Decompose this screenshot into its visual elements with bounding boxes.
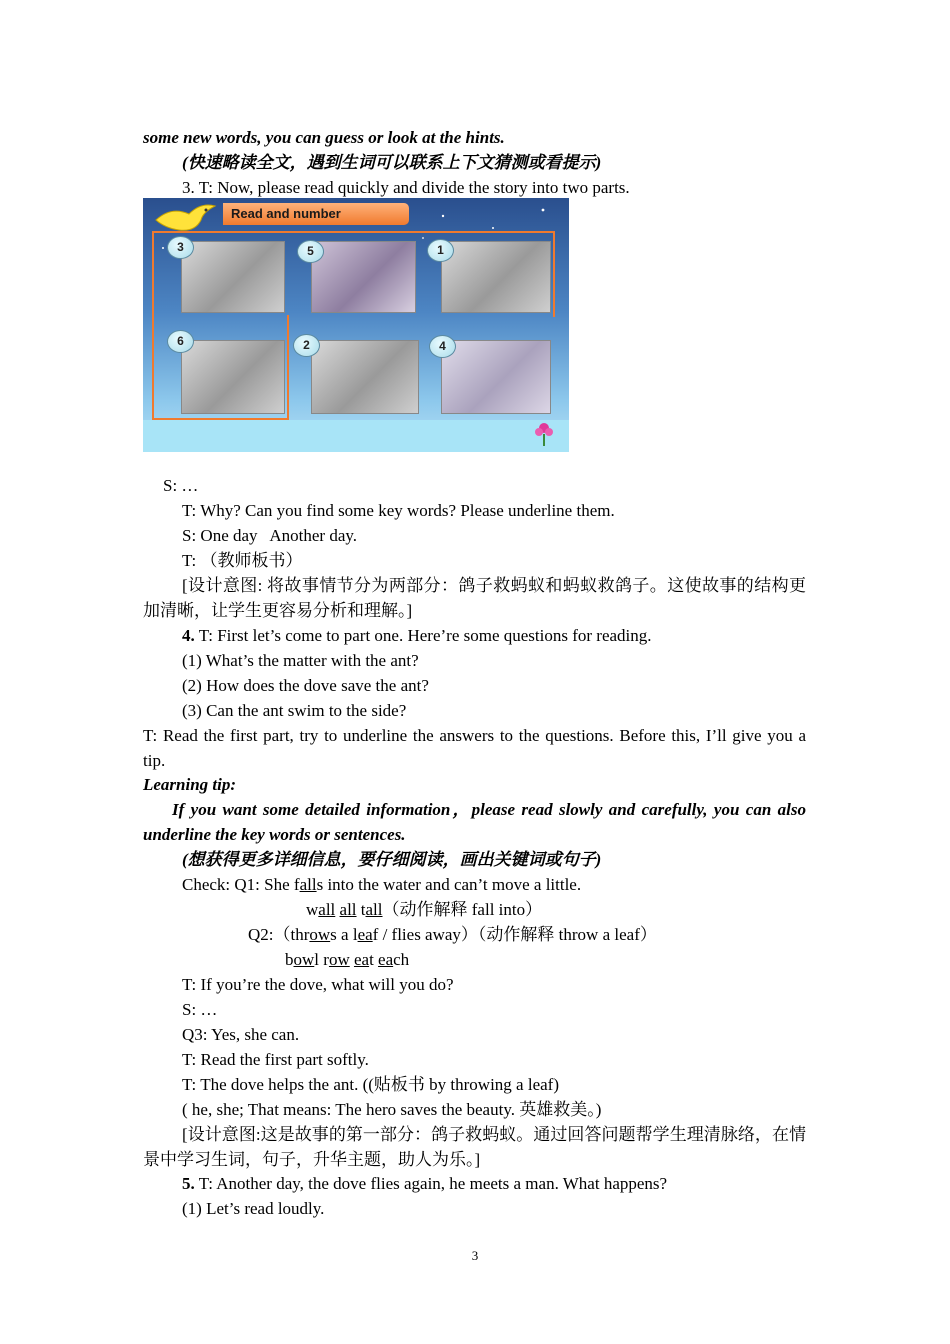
- image-title: Read and number: [223, 203, 409, 225]
- step-5-text: T: Another day, the dove flies again, he meets a man. What happens?: [194, 1174, 668, 1193]
- teacher-dove-helps: T: The dove helps the ant. ((贴板书 by throwing a leaf): [182, 1075, 559, 1094]
- question-2: (2) How does the dove save the ant?: [182, 676, 429, 695]
- design-intent-1: [设计意图: 将故事情节分为两部分：鸽子救蚂蚁和蚂蚁救鸽子。这使故事的结构更加清晰，让学生更容易分析和理解。]: [143, 576, 806, 620]
- learning-tip-text: If you want some detailed information，please read slowly and carefully, you can also underline the key words or sentences.: [143, 800, 806, 844]
- picture-hunter: [181, 340, 285, 414]
- picture-reeds: [311, 241, 416, 313]
- hero-saves-beauty: ( he, she; That means: The hero saves the beauty. 英雄救美。): [182, 1100, 602, 1119]
- q1-underlined: all: [299, 875, 317, 894]
- word-all-u: all: [339, 900, 357, 919]
- action-note-fall: （动作解释 fall into）: [382, 900, 543, 919]
- learning-tip-chinese: (想获得更多详细信息，要仔细阅读，画出关键词或句子): [182, 850, 602, 869]
- page-number: 3: [471, 1248, 479, 1263]
- picture-ant-in-water: [441, 241, 551, 313]
- word-row-u: ow: [328, 950, 350, 969]
- step-5-instruction: [182, 1171, 667, 1196]
- student-response: S: …: [163, 476, 199, 495]
- question-3: (3) Can the ant swim to the side?: [182, 701, 407, 720]
- word-bowl-b: l: [314, 950, 320, 969]
- image-bottom-strip: [143, 420, 569, 452]
- number-badge: 1: [427, 239, 454, 262]
- read-loudly: (1) Let’s read loudly.: [182, 1199, 325, 1218]
- picture-ant-on-leaf: [181, 241, 285, 313]
- word-tall-u: all: [365, 900, 383, 919]
- flower-icon: [533, 420, 555, 448]
- word-eat-b: t: [369, 950, 374, 969]
- intro-hint-chinese: (快速略读全文，遇到生词可以联系上下文猜测或看提示): [182, 153, 602, 172]
- student-key-words: S: One day Another day.: [182, 526, 358, 545]
- phonics-row-all: [306, 897, 542, 922]
- q1-text-a: Check: Q1: She f: [182, 875, 300, 894]
- word-each-u: ea: [378, 950, 394, 969]
- answer-q3: Q3: Yes, she can.: [182, 1025, 300, 1044]
- number-badge: 3: [167, 236, 194, 259]
- number-badge: 2: [293, 334, 320, 357]
- step-4-text: T: First let’s come to part one. Here’re some questions for reading.: [194, 626, 652, 645]
- word-bowl-u: ow: [293, 950, 315, 969]
- design-intent-2: [设计意图:这是故事的第一部分：鸽子救蚂蚁。通过回答问题帮学生理清脉络，在情景中学习生词，句子，升华主题，助人为乐。]: [143, 1125, 806, 1169]
- intro-continuation: some new words, you can guess or look at the hints.: [143, 128, 505, 147]
- learning-tip-heading: Learning tip:: [143, 775, 237, 794]
- teacher-question: T: Why? Can you find some key words? Please underline them.: [182, 501, 615, 520]
- picture-dove-flying: [441, 340, 551, 414]
- q2-text-b: s a l: [330, 925, 358, 944]
- word-wall-a: w: [306, 900, 319, 919]
- q2-underlined-ea: ea: [357, 925, 373, 944]
- read-and-number-image: [143, 198, 569, 452]
- word-wall-u: all: [318, 900, 336, 919]
- check-q1: [182, 872, 581, 897]
- word-eat-u: ea: [353, 950, 370, 969]
- step-3-instruction: 3. T: Now, please read quickly and divide the story into two parts.: [182, 178, 630, 197]
- step-4-instruction: [182, 623, 652, 648]
- word-tall-a: t: [360, 900, 366, 919]
- phonics-row-ow-ea: [285, 947, 409, 972]
- q2-underlined-ow: ow: [309, 925, 331, 944]
- step-5-number: 5.: [182, 1174, 195, 1193]
- teacher-read-softly: T: Read the first part softly.: [182, 1050, 369, 1069]
- q2-text-c: f / flies away）（动作解释 throw a leaf）: [372, 925, 657, 944]
- word-each-b: ch: [393, 950, 410, 969]
- reading-instruction: T: Read the first part, try to underline the answers to the questions. Before this, I’ll give you a tip.: [143, 726, 806, 770]
- teacher-board-note: T: （教师板书）: [182, 551, 303, 570]
- picture-dove-over-water: [311, 340, 419, 414]
- word-row-a: r: [323, 950, 329, 969]
- question-1: (1) What’s the matter with the ant?: [182, 651, 419, 670]
- q2-text-a: Q2:（thr: [248, 925, 310, 944]
- student-response-2: S: …: [182, 1000, 218, 1019]
- number-badge: 5: [297, 240, 324, 263]
- number-badge: 4: [429, 335, 456, 358]
- teacher-prompt-dove: T: If you’re the dove, what will you do?: [182, 975, 454, 994]
- step-4-number: 4.: [182, 626, 195, 645]
- word-bowl-a: b: [285, 950, 294, 969]
- number-badge: 6: [167, 330, 194, 353]
- q1-text-b: s into the water and can’t move a little.: [316, 875, 582, 894]
- check-q2: [248, 922, 657, 947]
